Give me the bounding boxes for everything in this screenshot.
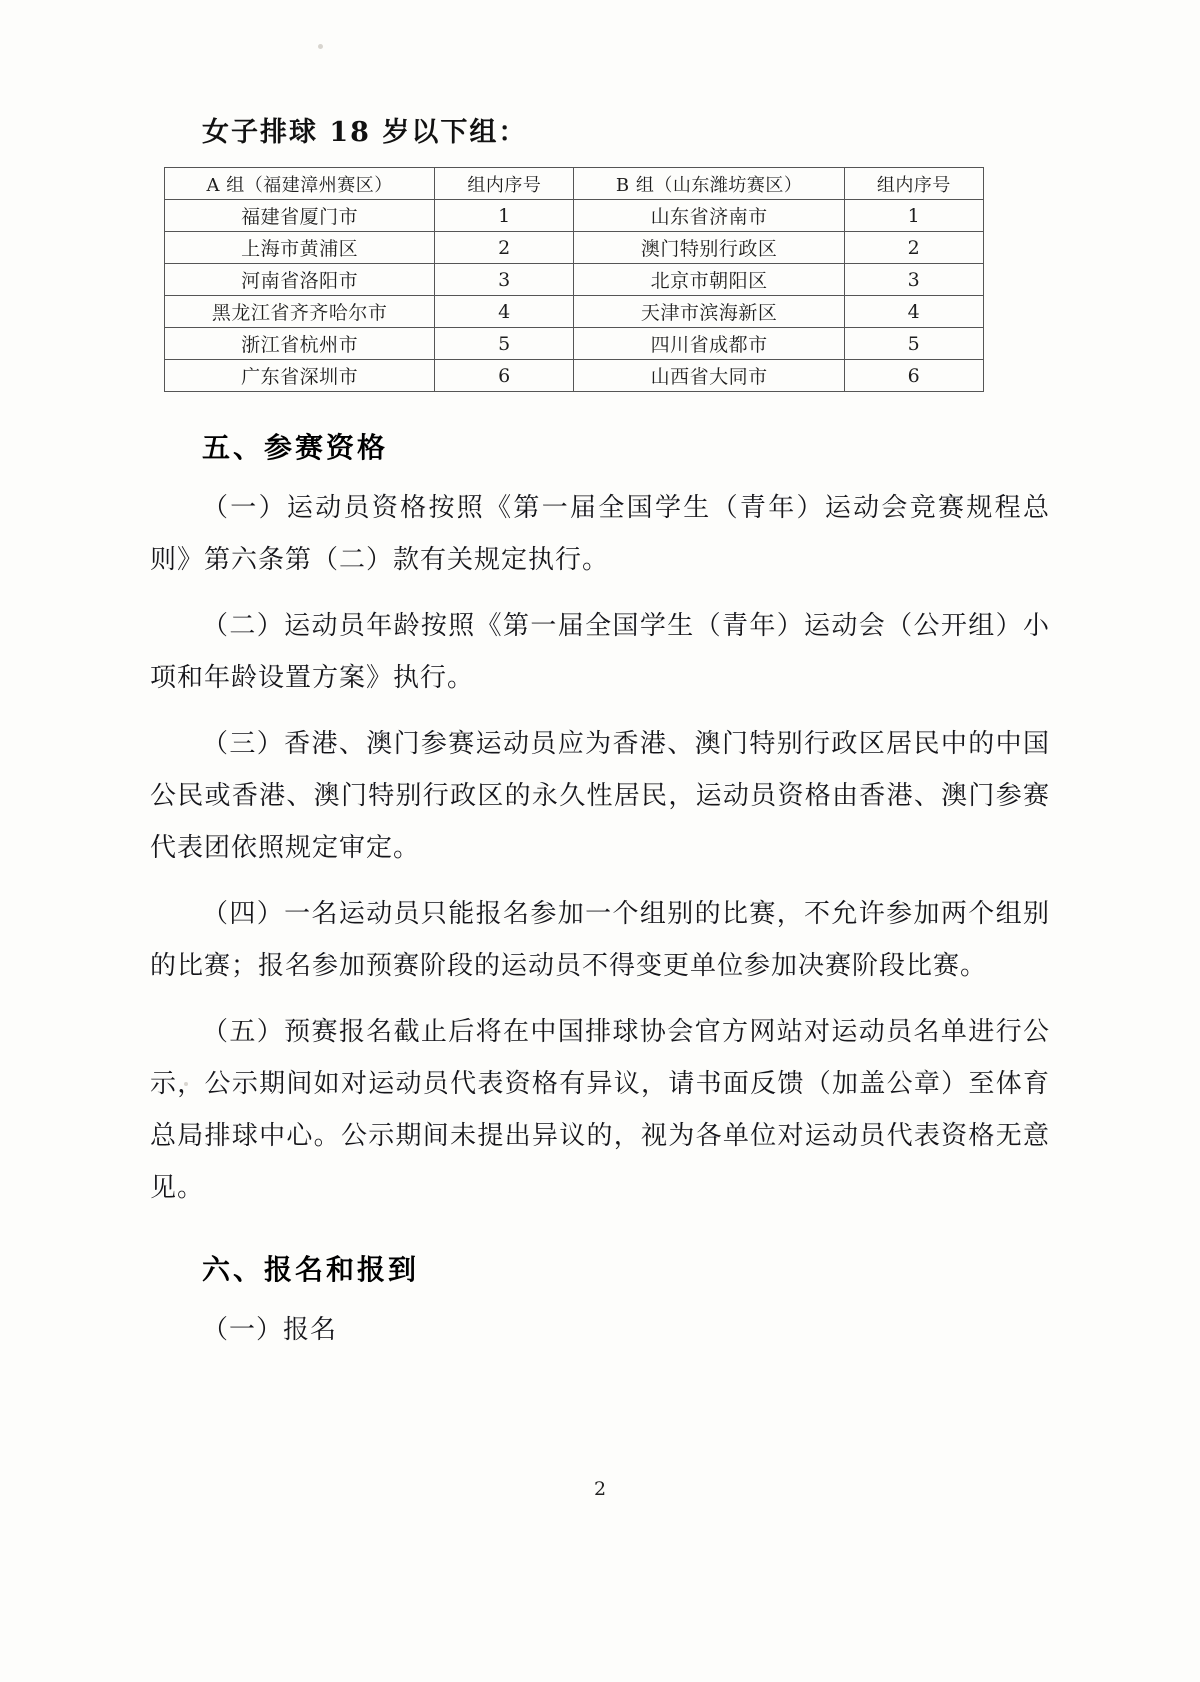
section-heading-eligibility: 五、参赛资格 [202,431,389,464]
table-cell: 澳门特别行政区 [574,232,844,264]
table-cell: 6 [435,360,574,392]
table-cell: 山东省济南市 [574,200,844,232]
table-cell: 4 [844,296,983,328]
table-cell: 3 [435,264,574,296]
page-title: 女子排球 18 岁以下组： [202,117,528,148]
paragraph-registration-1: （一）报名 [202,1315,338,1345]
table-cell: 福建省厦门市 [165,200,435,232]
table-header-cell: 组内序号 [435,168,574,200]
table-row [165,328,984,360]
paragraph-eligibility-3: （三）香港、澳门参赛运动员应为香港、澳门特别行政区居民中的中国公民或香港、澳门特别行政区的永久性居民，运动员资格由香港、澳门参赛代表团依照规定审定。 [150,729,1050,863]
table-row [165,360,984,392]
table-cell: 广东省深圳市 [165,360,435,392]
table-cell: 河南省洛阳市 [165,264,435,296]
table-row [165,200,984,232]
table-cell: 3 [844,264,983,296]
scan-speck [318,44,323,49]
table-header-cell: 组内序号 [844,168,983,200]
table-header-cell: B 组（山东潍坊赛区） [574,168,844,200]
table-row [165,232,984,264]
table-cell: 浙江省杭州市 [165,328,435,360]
table-header-row [165,168,984,200]
document-content [150,110,1050,1370]
table-cell: 北京市朝阳区 [574,264,844,296]
group-assignment-table [164,167,984,392]
table-cell: 山西省大同市 [574,360,844,392]
table-cell: 四川省成都市 [574,328,844,360]
table-cell: 1 [844,200,983,232]
paragraph-eligibility-5: （五）预赛报名截止后将在中国排球协会官方网站对运动员名单进行公示，公示期间如对运动员代表资格有异议，请书面反馈（加盖公章）至体育总局排球中心。公示期间未提出异议的，视为各单位对运动员代表资格无意见。 [150,1017,1050,1203]
table-cell: 2 [844,232,983,264]
page-number: 2 [593,1478,607,1500]
paragraph-eligibility-2: （二）运动员年龄按照《第一届全国学生（青年）运动会（公开组）小项和年龄设置方案》执行。 [150,611,1050,693]
paragraph-eligibility-1: （一）运动员资格按照《第一届全国学生（青年）运动会竞赛规程总则》第六条第（二）款有关规定执行。 [150,493,1050,575]
table-header-cell: A 组（福建漳州赛区） [165,168,435,200]
table-cell: 6 [844,360,983,392]
table-cell: 上海市黄浦区 [165,232,435,264]
table-cell: 5 [844,328,983,360]
table-cell: 黑龙江省齐齐哈尔市 [165,296,435,328]
paragraph-eligibility-4: （四）一名运动员只能报名参加一个组别的比赛，不允许参加两个组别的比赛；报名参加预赛阶段的运动员不得变更单位参加决赛阶段比赛。 [150,899,1050,981]
table-row [165,296,984,328]
table-cell: 5 [435,328,574,360]
table-cell: 4 [435,296,574,328]
table-cell: 1 [435,200,574,232]
table-cell: 2 [435,232,574,264]
section-heading-registration: 六、报名和报到 [202,1253,420,1286]
table-cell: 天津市滨海新区 [574,296,844,328]
table-row [165,264,984,296]
